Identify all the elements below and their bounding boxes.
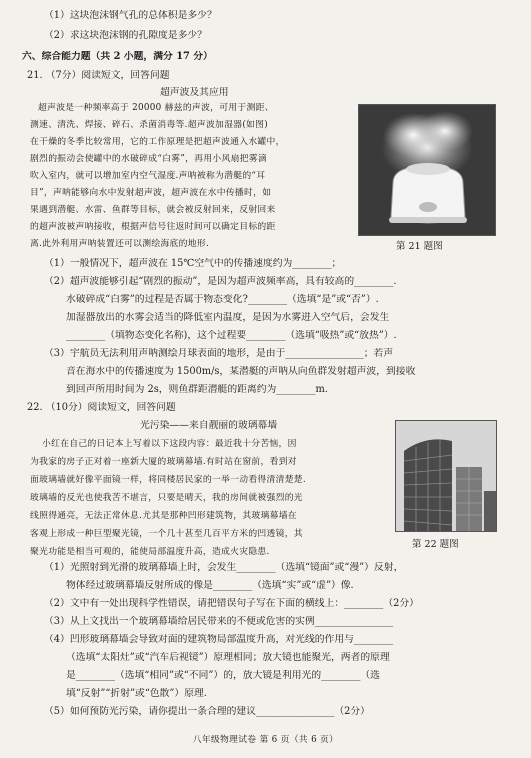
q22-question: （2）文中有一处出现科学性错误，请把错误句子写在下面的横线上：________（2分） [44,598,419,609]
q21-figure-caption: 第 21 题图 [396,241,443,252]
q22-question: 填“反射”“折射”或“色散”）原理. [66,688,207,699]
q22-question: （4）凹形玻璃幕墙会导致对面的建筑物局部温度升高，对光线的作用与________ [44,634,394,645]
humidifier-icon [359,105,495,235]
q22-question: （选填“太阳灶”或“汽车后视镜”）原理相同；放大镜也能聚光，两者的原理 [66,652,390,663]
q22-question: （5）如何预防光污染，请你提出一条合理的建议________________（2分） [44,706,370,717]
q22-article-line: 小红在自己的日记本上写着以下这段内容：最近我十分苦恼，因 [42,439,297,449]
q21-article-line: 果遇到潜艇、水雷、鱼群等目标，就会被反射回来，反射回来 [30,205,276,215]
q22-article-line: 面玻璃墙就好像平面镜一样，将同楼居民家的一举一动看得清清楚楚. [30,475,307,485]
q21-article-line: 目”，声呐能够向水中发射超声波，超声波在水中传播时，如 [30,188,272,198]
top-question-2: （2）求这块泡沫钢的孔隙度是多少？ [44,30,207,41]
q21-header: 21. （7分）阅读短文，回答问题 [27,70,170,81]
q21-question: （3）宇航员无法利用声呐测绘月球表面的地形，是由于________________；若声 [44,348,394,359]
q21-question: （1）一般情况下，超声波在 15℃空气中的传播速度约为________； [44,258,342,269]
q21-article-title: 超声波及其应用 [160,87,229,98]
q21-question: ________（填物态变化名称)，这个过程要________（选填“吸热”或“放热”）. [66,330,397,341]
q21-article-line: 离.此外利用声呐装置还可以测绘海底的地形. [30,239,210,249]
q21-article-line: 在干燥的冬季比较常用，它的工作原理是把超声波通入水罐中， [30,137,285,147]
q22-article-title: 光污染——来自靓丽的玻璃幕墙 [140,420,278,431]
q21-article-line: 剧烈的振动会使罐中的水破碎成“白雾”，再用小风扇把雾滴 [30,154,268,164]
building-icon [396,421,496,531]
q21-article-line: 的超声波被声呐接收，根据声信号往返时间可以确定目标的距 [30,222,276,232]
q22-article-line: 为我家的房子正对着一座新大厦的玻璃幕墙.有时站在窗前，看到对 [30,457,297,467]
q22-article-line: 线照得通亮，无法正常休息.尤其是那种凹形建筑物，其玻璃幕墙在 [30,511,297,521]
q21-article-line: 测速、清洗、焊接、碎石、杀菌消毒等.超声波加湿器(如图) [30,120,268,130]
q22-article-line: 客观上形成一种巨型聚光镜，一个几十甚至几百平方米的凹透镜，其 [30,529,303,539]
q22-question: （3）从上文找出一个玻璃幕墙给居民带来的不便或危害的实例________________ [44,616,394,627]
q21-question: 加湿器放出的水雾会适当的降低室内温度，是因为水雾进入空气后，会发生 [66,312,390,323]
q21-question: 水破碎成“白雾”的过程是否属于物态变化?________（选填“是”或“否”）. [66,294,379,305]
q21-question: 到回声所用时间为 2s，则鱼群距潜艇的距离约为________m. [66,384,328,395]
q22-figure-caption: 第 22 题图 [412,539,459,550]
q21-question: 音在海水中的传播速度为 1500m/s，某潜艇的声呐从向鱼群发射超声波，到接收 [66,366,416,377]
q22-header: 22. （10分）阅读短文，回答问题 [27,402,176,413]
q22-question: 物体经过玻璃幕墙反射所成的像是________（选填“实”或“虚”）像. [66,580,354,591]
q21-question: （2）超声波能够引起“剧烈的振动”，是因为超声波频率高，具有较高的________. [44,276,397,287]
q22-article-line: 聚光功能是相当可观的，能使局部温度升高，造成火灾隐患. [30,547,270,557]
glass-building-figure [395,420,497,532]
page-footer: 八年级物理试卷 第 6 页（共 6 页） [192,735,339,745]
q22-article-line: 玻璃墙的反光也使我苦不堪言，只要是晴天，我的房间就被强烈的光 [30,493,303,503]
q22-question: （1）光照射到光滑的玻璃幕墙上时，会发生________（选填“镜面”或“漫”）反射， [44,562,404,573]
q22-question: 是________（选填“相同”或“不同”）的，放大镜是利用光的________（选 [66,670,380,681]
top-question-1: （1）这块泡沫钢气孔的总体积是多少？ [44,10,217,21]
humidifier-figure [358,104,496,236]
q21-article-line: 吹入室内，就可以增加室内空气湿度.声呐被称为潜艇的“耳 [30,171,266,181]
section-title: 六、综合能力题（共 2 小题，满分 17 分） [22,51,213,62]
q21-article-line: 超声波是一种频率高于 20000 赫兹的声波，可用于测距、 [38,103,274,113]
